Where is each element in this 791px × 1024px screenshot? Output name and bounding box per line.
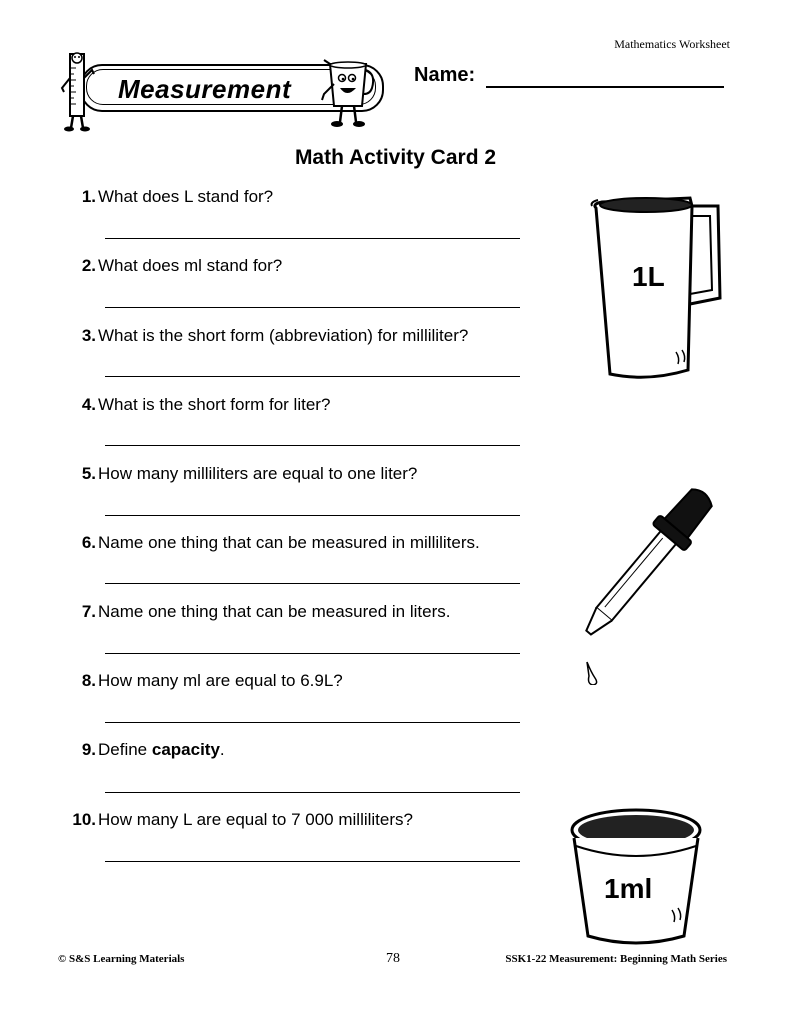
milliliter-cup-icon bbox=[562, 800, 712, 950]
question-number: 9. bbox=[81, 740, 96, 759]
answer-line-1[interactable] bbox=[105, 238, 520, 239]
question-text: What does L stand for? bbox=[98, 187, 274, 206]
cup-label: 1ml bbox=[604, 873, 653, 904]
answer-line-8[interactable] bbox=[105, 722, 520, 723]
measuring-cup-character-icon bbox=[316, 54, 380, 134]
question-text: What is the short form for liter? bbox=[98, 395, 331, 414]
question-text: What does ml stand for? bbox=[98, 256, 283, 275]
question-text: How many ml are equal to 6.9L? bbox=[98, 671, 343, 690]
question-text: What is the short form (abbreviation) for milliliter? bbox=[98, 326, 469, 345]
question-10 bbox=[60, 810, 560, 830]
answer-line-7[interactable] bbox=[105, 653, 520, 654]
question-8 bbox=[60, 671, 560, 691]
pitcher-label: 1L bbox=[632, 261, 665, 292]
page-number: 78 bbox=[386, 951, 400, 966]
answer-line-2[interactable] bbox=[105, 307, 520, 308]
question-number: 8. bbox=[81, 671, 96, 690]
dropper-icon bbox=[575, 480, 725, 685]
ruler-character-icon bbox=[58, 48, 98, 134]
question-text-suffix: . bbox=[219, 740, 225, 759]
question-7 bbox=[60, 602, 560, 622]
name-answer-line[interactable] bbox=[486, 86, 724, 88]
answer-line-6[interactable] bbox=[105, 583, 520, 584]
card-title: Math Activity Card 2 bbox=[294, 146, 497, 169]
worksheet-type-label: Mathematics Worksheet bbox=[614, 37, 730, 51]
question-5 bbox=[60, 464, 560, 484]
question-text: How many L are equal to 7 000 milliliters? bbox=[98, 810, 413, 829]
question-number: 6. bbox=[81, 533, 96, 552]
question-number: 4. bbox=[81, 395, 96, 414]
footer-copyright: © S&S Learning Materials bbox=[58, 953, 185, 965]
name-label: Name: bbox=[414, 64, 476, 86]
question-number: 5. bbox=[81, 464, 96, 483]
question-keyword: capacity bbox=[151, 740, 220, 759]
answer-line-10[interactable] bbox=[105, 861, 520, 862]
question-1 bbox=[60, 187, 560, 207]
question-3 bbox=[60, 326, 560, 346]
liter-pitcher-icon bbox=[588, 192, 728, 384]
question-text: How many milliliters are equal to one liter? bbox=[98, 464, 418, 483]
measurement-banner bbox=[58, 48, 388, 138]
answer-line-3[interactable] bbox=[105, 376, 520, 377]
question-number: 10. bbox=[72, 810, 96, 829]
question-number: 2. bbox=[81, 256, 96, 275]
footer-series: SSK1-22 Measurement: Beginning Math Series bbox=[505, 953, 727, 965]
question-2 bbox=[60, 256, 560, 276]
answer-line-5[interactable] bbox=[105, 515, 520, 516]
question-text: Name one thing that can be measured in liters. bbox=[98, 602, 451, 621]
question-9 bbox=[60, 740, 560, 760]
answer-line-4[interactable] bbox=[105, 445, 520, 446]
question-6 bbox=[60, 533, 580, 553]
answer-line-9[interactable] bbox=[105, 792, 520, 793]
question-text: Name one thing that can be measured in milliliters. bbox=[98, 533, 480, 552]
question-4 bbox=[60, 395, 560, 415]
banner-title: Measurement bbox=[118, 74, 292, 104]
question-number: 1. bbox=[81, 187, 96, 206]
question-number: 3. bbox=[81, 326, 96, 345]
question-text-prefix: Define bbox=[98, 740, 152, 759]
question-number: 7. bbox=[81, 602, 96, 621]
